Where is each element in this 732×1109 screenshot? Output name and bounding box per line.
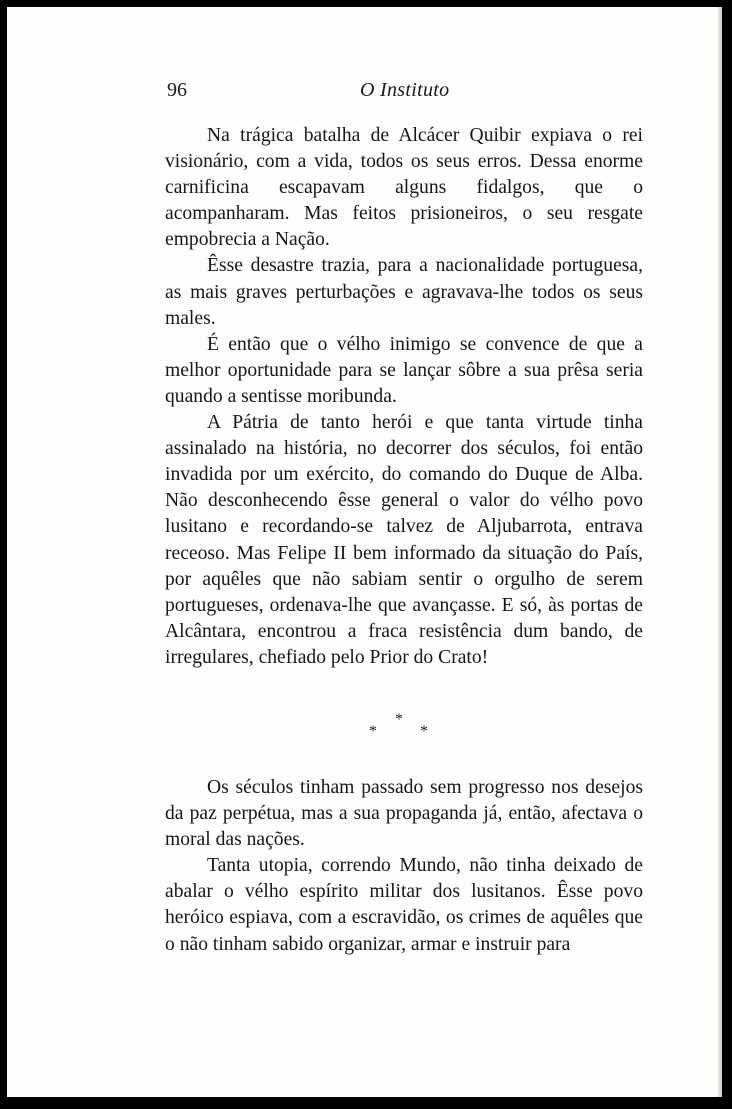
page-number: 96 [167,79,187,101]
body-text-section-1 [165,123,643,958]
asterisk-ornament: * [420,722,428,740]
running-title: O Instituto [360,79,450,101]
paragraph: Êsse desastre trazia, para a nacionalidade portuguesa, as mais graves perturbações e agravava-lhe todos os seus males. [165,255,643,329]
book-page [7,7,722,1097]
paragraph: É então que o vélho inimigo se convence de que a melhor oportunidade para se lançar sôbre a sua prêsa seria quando a sentisse moribunda. [165,333,643,407]
asterisk-ornament: * [369,722,377,740]
section-break-ornament [165,671,643,775]
page-edge [718,7,722,1097]
paragraph: A Pátria de tanto herói e que tanta virtude tinha assinalado na história, no decorrer dos séculos, foi então invadida por um exército, do comando do Duque de Alba. Não desconhecendo êsse general o valor do vélho povo lusitano e recordando-se talvez de Aljubarrota, entrava receoso. Mas Felipe II bem informado da situação do País, por aquêles que não sabiam sentir o orgulho de serem portugueses, ordenava-lhe que avançasse. E só, às portas de Alcântara, encontrou a fraca resistência dum bando, de irregulares, chefiado pelo Prior do Crato! [165,412,643,668]
asterisk-ornament: * [395,710,403,728]
paragraph: Os séculos tinham passado sem progresso nos desejos da paz perpétua, mas a sua propaganda já, então, afectava o moral das nações. [165,776,643,851]
paragraph: Tanta utopia, correndo Mundo, não tinha deixado de abalar o vélho espírito militar dos lusitanos. Êsse povo heróico espiava, com a escravidão, os crimes de aquêles que o não tinham sabido organizar, armar e instruir para [165,855,643,955]
page-header [167,79,647,109]
paragraph: Na trágica batalha de Alcácer Quibir expiava o rei visionário, com a vida, todos os seus erros. Dessa enorme carnificina escapavam alguns fidalgos, que o acompanharam. Mas feitos prisioneiros, o seu resgate empobrecia a Nação. [165,125,643,251]
